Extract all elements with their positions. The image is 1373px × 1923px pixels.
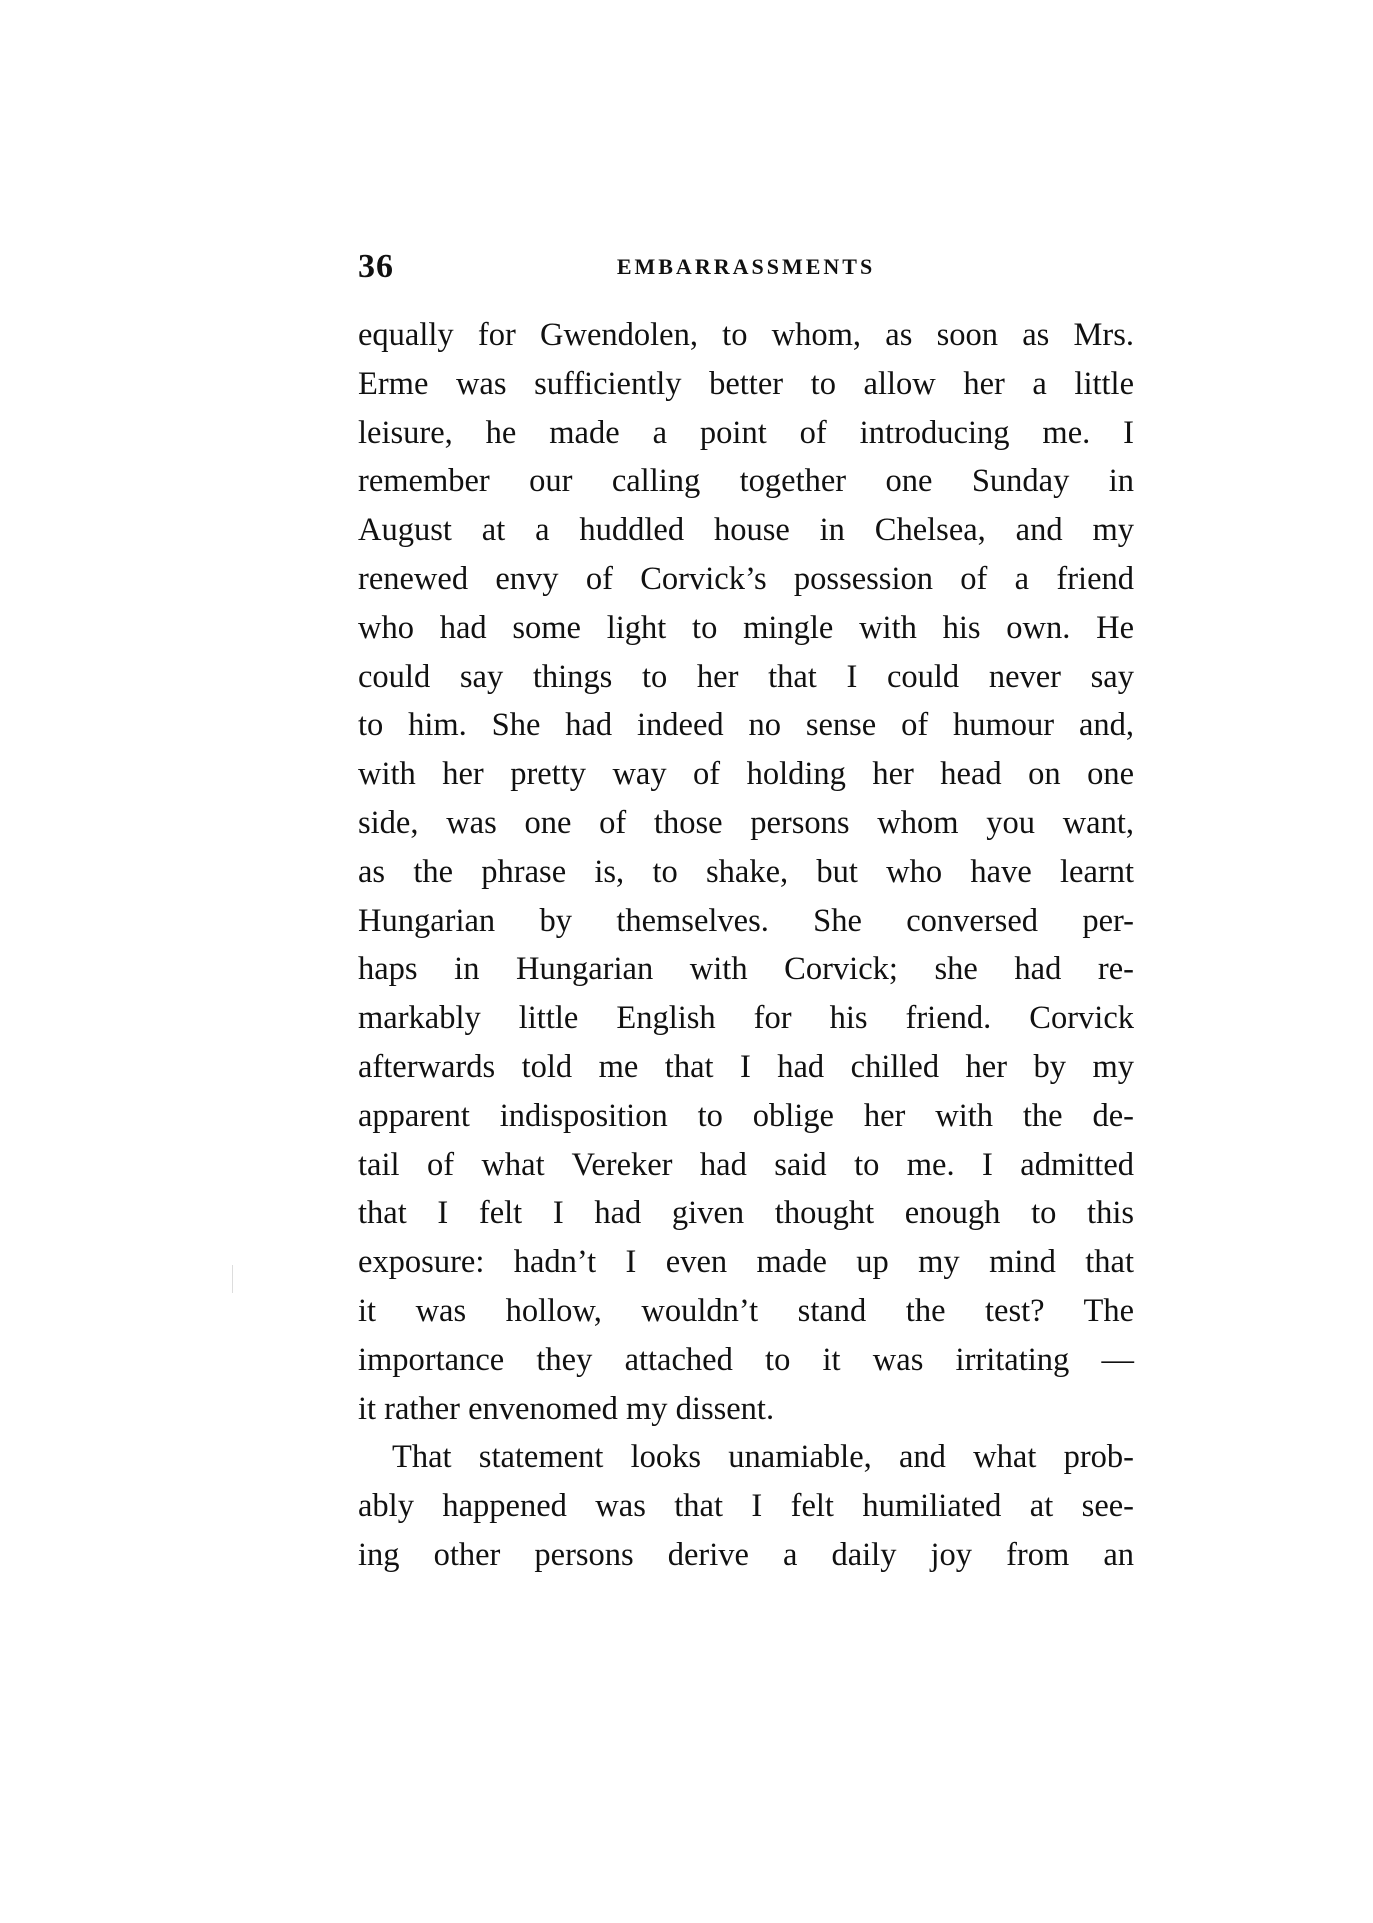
text-line: side, was one of those persons whom you want,	[358, 804, 1134, 841]
text-line: renewed envy of Corvick’s possession of a friend	[358, 560, 1134, 597]
text-line: who had some light to mingle with his own. He	[358, 609, 1134, 646]
text-line: tail of what Vereker had said to me. I admitted	[358, 1146, 1134, 1183]
text-line: ing other persons derive a daily joy from an	[358, 1536, 1134, 1573]
text-line: August at a huddled house in Chelsea, and my	[358, 512, 1134, 549]
text-line: to him. She had indeed no sense of humour and,	[358, 707, 1134, 744]
margin-mark	[232, 1265, 233, 1293]
text-line: haps in Hungarian with Corvick; she had re-	[358, 951, 1134, 988]
text-line: that I felt I had given thought enough to this	[358, 1195, 1134, 1232]
text-line: apparent indisposition to oblige her with the de-	[358, 1097, 1134, 1134]
text-line: afterwards told me that I had chilled her by my	[358, 1048, 1134, 1085]
paragraph-2	[358, 1433, 1134, 1579]
running-head	[358, 248, 1134, 288]
text-line: with her pretty way of holding her head on one	[358, 756, 1134, 793]
text-line: Erme was sufficiently better to allow her a little	[358, 365, 1134, 402]
text-line: That statement looks unamiable, and what prob-	[392, 1439, 1134, 1476]
text-line: remember our calling together one Sunday in	[358, 463, 1134, 500]
text-line: leisure, he made a point of introducing me. I	[358, 414, 1134, 451]
text-line: it was hollow, wouldn’t stand the test? The	[358, 1292, 1134, 1329]
paragraph-1	[358, 311, 1134, 1433]
text-line: ably happened was that I felt humiliated at see-	[358, 1488, 1134, 1525]
text-line: importance they attached to it was irritating —	[358, 1341, 1134, 1378]
text-line: Hungarian by themselves. She conversed per-	[358, 902, 1134, 939]
body-text	[358, 311, 1134, 1580]
text-line: could say things to her that I could never say	[358, 658, 1134, 695]
running-title: EMBARRASSMENTS	[616, 254, 876, 279]
text-line: markably little English for his friend. Corvick	[358, 1000, 1134, 1037]
text-line: it rather envenomed my dissent.	[358, 1390, 775, 1427]
text-line: exposure: hadn’t I even made up my mind that	[358, 1244, 1134, 1281]
page-number: 36	[358, 248, 394, 285]
text-line: equally for Gwendolen, to whom, as soon as Mrs.	[358, 317, 1134, 353]
text-line: as the phrase is, to shake, but who have learnt	[358, 853, 1134, 890]
